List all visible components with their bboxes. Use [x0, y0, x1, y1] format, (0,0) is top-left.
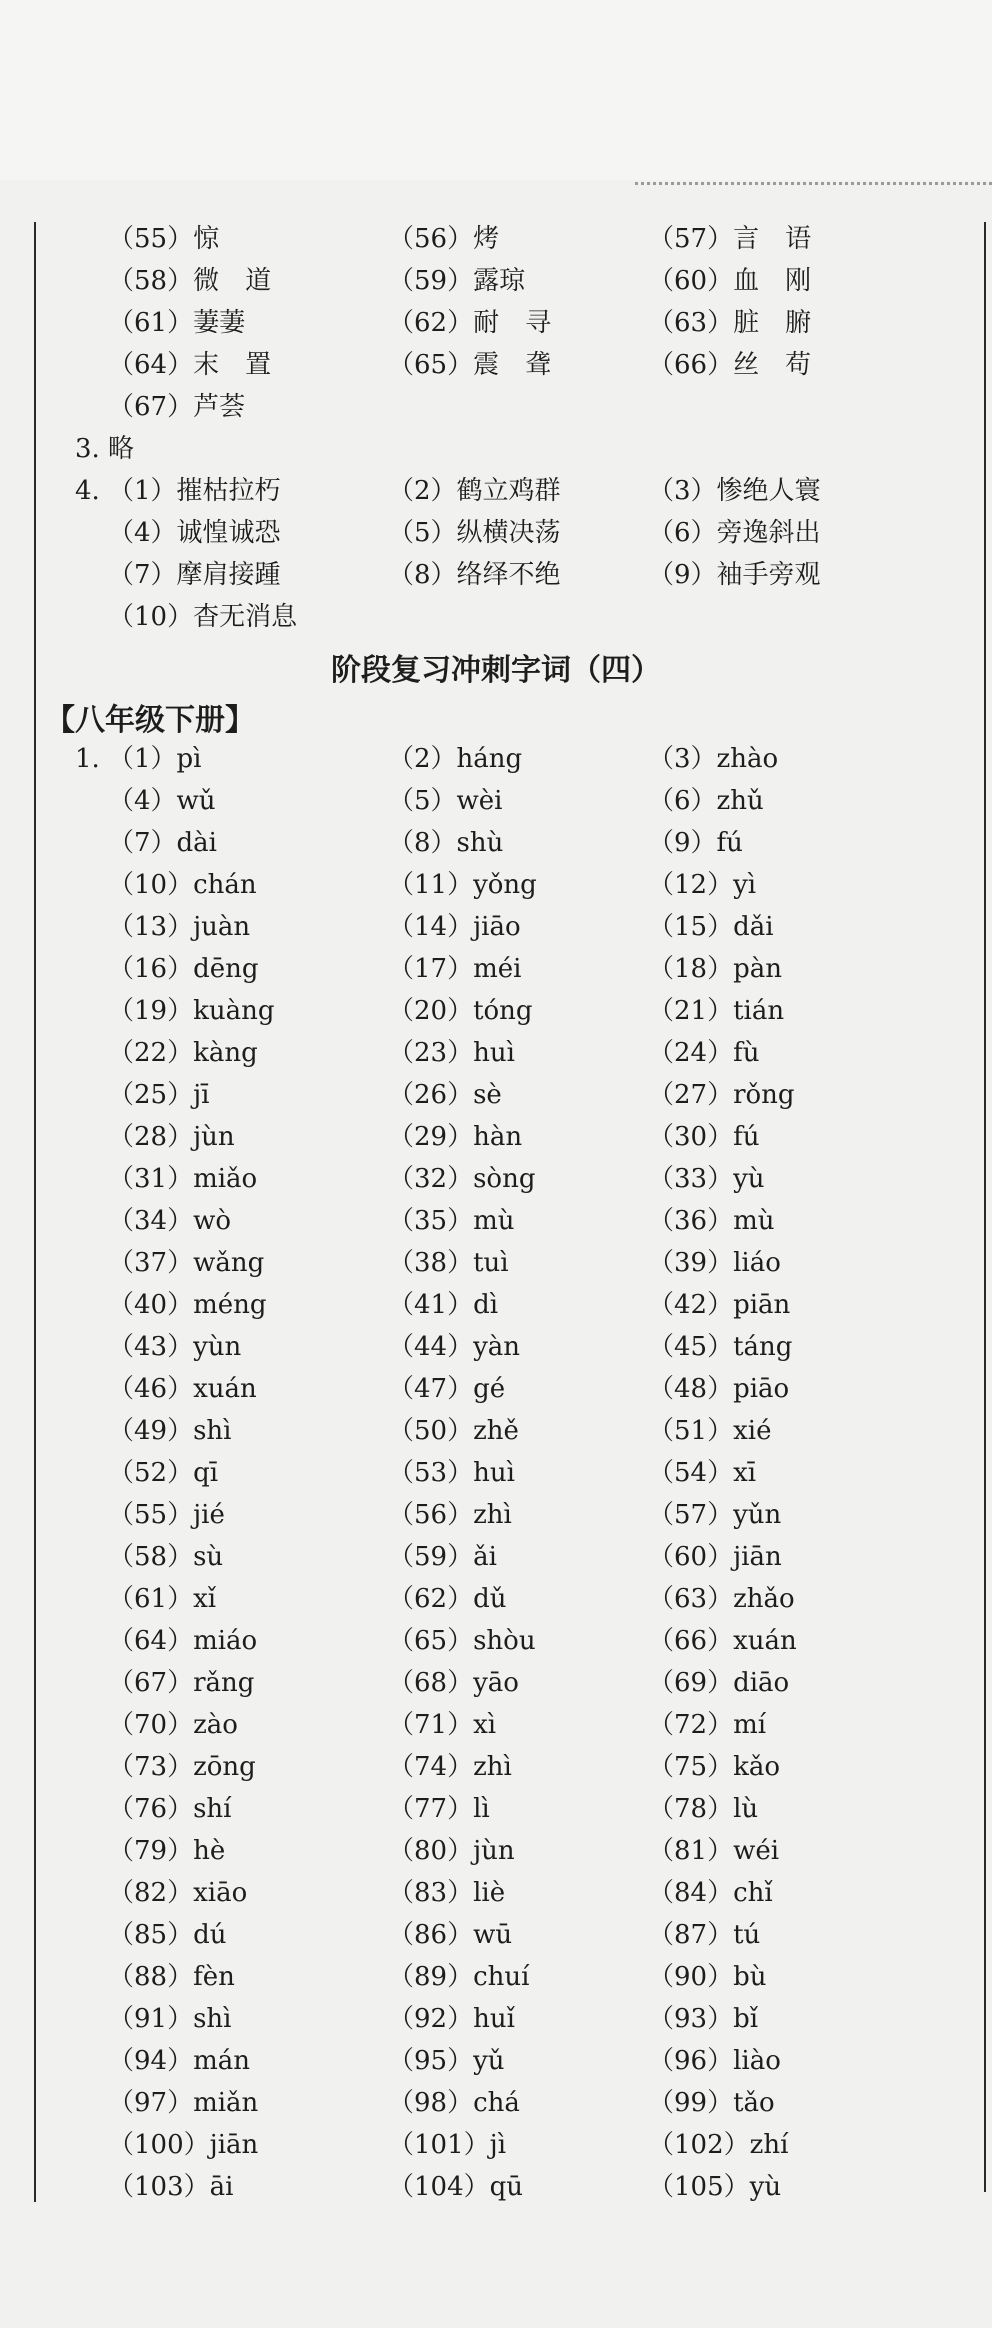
pinyin-row [0, 822, 992, 864]
answer-cell: （7）dài [108, 828, 218, 858]
idiom-row [0, 554, 992, 596]
pinyin-row [0, 1956, 992, 1998]
answer-cell: （75）kǎo [648, 1752, 780, 1782]
pinyin-row [0, 864, 992, 906]
answer-cell: （79）hè [108, 1836, 226, 1866]
answer-cell: （1）pì [108, 744, 202, 774]
answer-cell: （35）mù [388, 1206, 515, 1236]
answer-cell: （82）xiāo [108, 1878, 248, 1908]
answer-cell: （102）zhí [648, 2130, 789, 2160]
pinyin-row [0, 1452, 992, 1494]
answer-cell: （60）血 刚 [648, 266, 812, 296]
answer-cell: （36）mù [648, 1206, 775, 1236]
answer-cell: （4）诚惶诚恐 [108, 518, 281, 548]
answer-cell: （72）mí [648, 1710, 767, 1740]
answer-cell: （97）miǎn [108, 2088, 259, 2118]
answer-cell: （105）yù [648, 2172, 782, 2202]
pinyin-row [0, 1494, 992, 1536]
answer-cell: （86）wū [388, 1920, 513, 1950]
pinyin-row [0, 1704, 992, 1746]
answer-cell: （5）wèi [388, 786, 503, 816]
idiom-row [0, 596, 992, 638]
answer-cell: （38）tuì [388, 1248, 509, 1278]
answer-cell: （65）震 聋 [388, 350, 552, 380]
answer-cell: （87）tú [648, 1920, 761, 1950]
answer-cell: （56）烤 [388, 224, 500, 254]
pinyin-row [0, 1074, 992, 1116]
answer-cell: （76）shí [108, 1794, 232, 1824]
answer-cell: （50）zhě [388, 1416, 519, 1446]
answer-cell: （78）lù [648, 1794, 759, 1824]
answer-cell: （26）sè [388, 1080, 502, 1110]
answer-cell: （93）bǐ [648, 2004, 759, 2034]
answer-cell: （58）微 道 [108, 266, 272, 296]
pinyin-row [0, 1998, 992, 2040]
answer-cell: （63）zhǎo [648, 1584, 795, 1614]
answer-cell: （61）萋萋 [108, 308, 246, 338]
answer-cell: （89）chuí [388, 1962, 530, 1992]
answer-cell: （9）fú [648, 828, 743, 858]
answer-cell: （21）tián [648, 996, 785, 1026]
answer-cell: （47）gé [388, 1374, 506, 1404]
answer-cell: （68）yāo [388, 1668, 519, 1698]
answer-cell: （13）juàn [108, 912, 251, 942]
answer-cell: （29）hàn [388, 1122, 523, 1152]
answer-cell: （34）wò [108, 1206, 231, 1236]
answer-cell: （96）liào [648, 2046, 781, 2076]
answer-cell: （25）jī [108, 1080, 210, 1110]
answer-cell: （51）xié [648, 1416, 772, 1446]
answer-cell: （18）pàn [648, 954, 782, 984]
answer-cell: （4）wǔ [108, 786, 216, 816]
grade-heading: 【八年级下册】 [45, 703, 255, 738]
answer-cell: （33）yù [648, 1164, 765, 1194]
answer-cell: （74）zhì [388, 1752, 512, 1782]
answer-cell: （66）丝 苟 [648, 350, 812, 380]
answer-cell: （42）piān [648, 1290, 791, 1320]
answer-cell: （39）liáo [648, 1248, 781, 1278]
pinyin-row [0, 1284, 992, 1326]
header-rule [635, 182, 992, 185]
answer-cell: （103）āi [108, 2172, 234, 2202]
answer-cell: （80）jùn [388, 1836, 515, 1866]
answer-cell: （23）huì [388, 1038, 515, 1068]
pinyin-row [0, 1872, 992, 1914]
answer-cell: （8）shù [388, 828, 504, 858]
answer-cell: （77）lì [388, 1794, 490, 1824]
answer-cell: （67）rǎng [108, 1668, 255, 1698]
answer-cell: （49）shì [108, 1416, 232, 1446]
pinyin-row [0, 1116, 992, 1158]
pinyin-row [0, 1158, 992, 1200]
answer-cell: （53）huì [388, 1458, 515, 1488]
pinyin-row [0, 948, 992, 990]
idiom-row [0, 470, 992, 512]
answer-cell: （101）jì [388, 2130, 507, 2160]
answer-cell: （81）wéi [648, 1836, 780, 1866]
answer-cell: （28）jùn [108, 1122, 235, 1152]
answer-cell: （22）kàng [108, 1038, 258, 1068]
answer-cell: （92）huǐ [388, 2004, 515, 2034]
answer-cell: （3）惨绝人寰 [648, 476, 821, 506]
answer-cell: （88）fèn [108, 1962, 235, 1992]
answer-row [0, 386, 992, 428]
pinyin-row [0, 1788, 992, 1830]
item-number: 1. [75, 744, 100, 774]
pinyin-row [0, 1326, 992, 1368]
answer-cell: （98）chá [388, 2088, 520, 2118]
answer-cell: （3）zhào [648, 744, 779, 774]
section-title: 阶段复习冲刺字词（四） [331, 653, 661, 688]
answer-cell: （64）末 置 [108, 350, 272, 380]
answer-cell: （73）zōng [108, 1752, 256, 1782]
answer-cell: （66）xuán [648, 1626, 797, 1656]
answer-cell: （2）háng [388, 744, 523, 774]
answer-cell: （17）méi [388, 954, 522, 984]
answer-cell: （56）zhì [388, 1500, 512, 1530]
answer-cell: （59）ǎi [388, 1542, 497, 1572]
answer-cell: （83）liè [388, 1878, 506, 1908]
pinyin-row [0, 1662, 992, 1704]
answer-cell: （2）鹤立鸡群 [388, 476, 561, 506]
pinyin-row [0, 1410, 992, 1452]
item-number: 4. [75, 476, 100, 506]
pinyin-row [0, 1200, 992, 1242]
item-number: 3. [75, 434, 100, 464]
pinyin-row [0, 780, 992, 822]
answer-cell: （55）jié [108, 1500, 225, 1530]
pinyin-row [0, 1620, 992, 1662]
answer-cell: （48）piāo [648, 1374, 790, 1404]
answer-cell: （95）yǔ [388, 2046, 505, 2076]
answer-cell: （1）摧枯拉朽 [108, 476, 281, 506]
answer-cell: （30）fú [648, 1122, 760, 1152]
pinyin-row [0, 906, 992, 948]
answer-row [0, 218, 992, 260]
answer-cell: （31）miǎo [108, 1164, 258, 1194]
answer-cell: （104）qū [388, 2172, 524, 2202]
answer-cell: （10）杳无消息 [108, 602, 298, 632]
answer-cell: （37）wǎng [108, 1248, 265, 1278]
pinyin-row [0, 738, 992, 780]
answer-cell: （9）袖手旁观 [648, 560, 821, 590]
answer-cell: （84）chǐ [648, 1878, 773, 1908]
answer-cell: （52）qī [108, 1458, 219, 1488]
answer-cell: （62）耐 寻 [388, 308, 552, 338]
answer-cell: （58）sù [108, 1542, 224, 1572]
answer-cell: （63）脏 腑 [648, 308, 812, 338]
answer-cell: （11）yǒng [388, 870, 537, 900]
answer-cell: （43）yùn [108, 1332, 242, 1362]
answer-cell: （91）shì [108, 2004, 232, 2034]
answer-row [0, 260, 992, 302]
answer-cell: （59）露琼 [388, 266, 526, 296]
answer-cell: （15）dǎi [648, 912, 774, 942]
answer-cell: （55）惊 [108, 224, 220, 254]
answer-cell: （99）tǎo [648, 2088, 775, 2118]
pinyin-row [0, 2124, 992, 2166]
answer-cell: （57）yǔn [648, 1500, 782, 1530]
answer-row [0, 302, 992, 344]
item-3-row [0, 428, 992, 470]
answer-cell: （46）xuán [108, 1374, 257, 1404]
pinyin-row [0, 1242, 992, 1284]
answer-cell: （41）dì [388, 1290, 499, 1320]
answer-row [0, 344, 992, 386]
answer-cell: （60）jiān [648, 1542, 782, 1572]
answer-cell: （61）xǐ [108, 1584, 217, 1614]
page-top-margin [0, 0, 992, 180]
answer-cell: （16）dēng [108, 954, 259, 984]
pinyin-row [0, 990, 992, 1032]
answer-cell: （100）jiān [108, 2130, 259, 2160]
pinyin-row [0, 1914, 992, 1956]
answer-cell: （71）xì [388, 1710, 497, 1740]
answer-cell: （64）miáo [108, 1626, 258, 1656]
answer-cell: （14）jiāo [388, 912, 521, 942]
pinyin-row [0, 1830, 992, 1872]
answer-cell: （54）xī [648, 1458, 757, 1488]
answer-cell: （40）méng [108, 1290, 267, 1320]
answer-cell: （6）zhǔ [648, 786, 764, 816]
item-3-text: 略 [108, 434, 135, 464]
answer-cell: （70）zào [108, 1710, 238, 1740]
answer-cell: （67）芦荟 [108, 392, 246, 422]
answer-cell: （32）sòng [388, 1164, 536, 1194]
answer-cell: （12）yì [648, 870, 757, 900]
answer-cell: （69）diāo [648, 1668, 790, 1698]
pinyin-row [0, 1536, 992, 1578]
pinyin-row [0, 2082, 992, 2124]
answer-cell: （8）络绎不绝 [388, 560, 561, 590]
answer-cell: （5）纵横决荡 [388, 518, 561, 548]
answer-cell: （90）bù [648, 1962, 767, 1992]
answer-cell: （44）yàn [388, 1332, 521, 1362]
answer-cell: （27）rǒng [648, 1080, 795, 1110]
answer-cell: （6）旁逸斜出 [648, 518, 821, 548]
pinyin-row [0, 1746, 992, 1788]
answer-cell: （19）kuàng [108, 996, 275, 1026]
answer-cell: （85）dú [108, 1920, 227, 1950]
pinyin-row [0, 2166, 992, 2208]
answer-cell: （62）dǔ [388, 1584, 507, 1614]
answer-cell: （24）fù [648, 1038, 760, 1068]
pinyin-row [0, 1368, 992, 1410]
answer-cell: （94）mán [108, 2046, 250, 2076]
pinyin-row [0, 1578, 992, 1620]
answer-cell: （45）táng [648, 1332, 793, 1362]
answer-cell: （10）chán [108, 870, 257, 900]
answer-cell: （65）shòu [388, 1626, 536, 1656]
idiom-row [0, 512, 992, 554]
pinyin-row [0, 2040, 992, 2082]
pinyin-row [0, 1032, 992, 1074]
answer-cell: （20）tóng [388, 996, 533, 1026]
answer-cell: （7）摩肩接踵 [108, 560, 281, 590]
answer-cell: （57）言 语 [648, 224, 812, 254]
